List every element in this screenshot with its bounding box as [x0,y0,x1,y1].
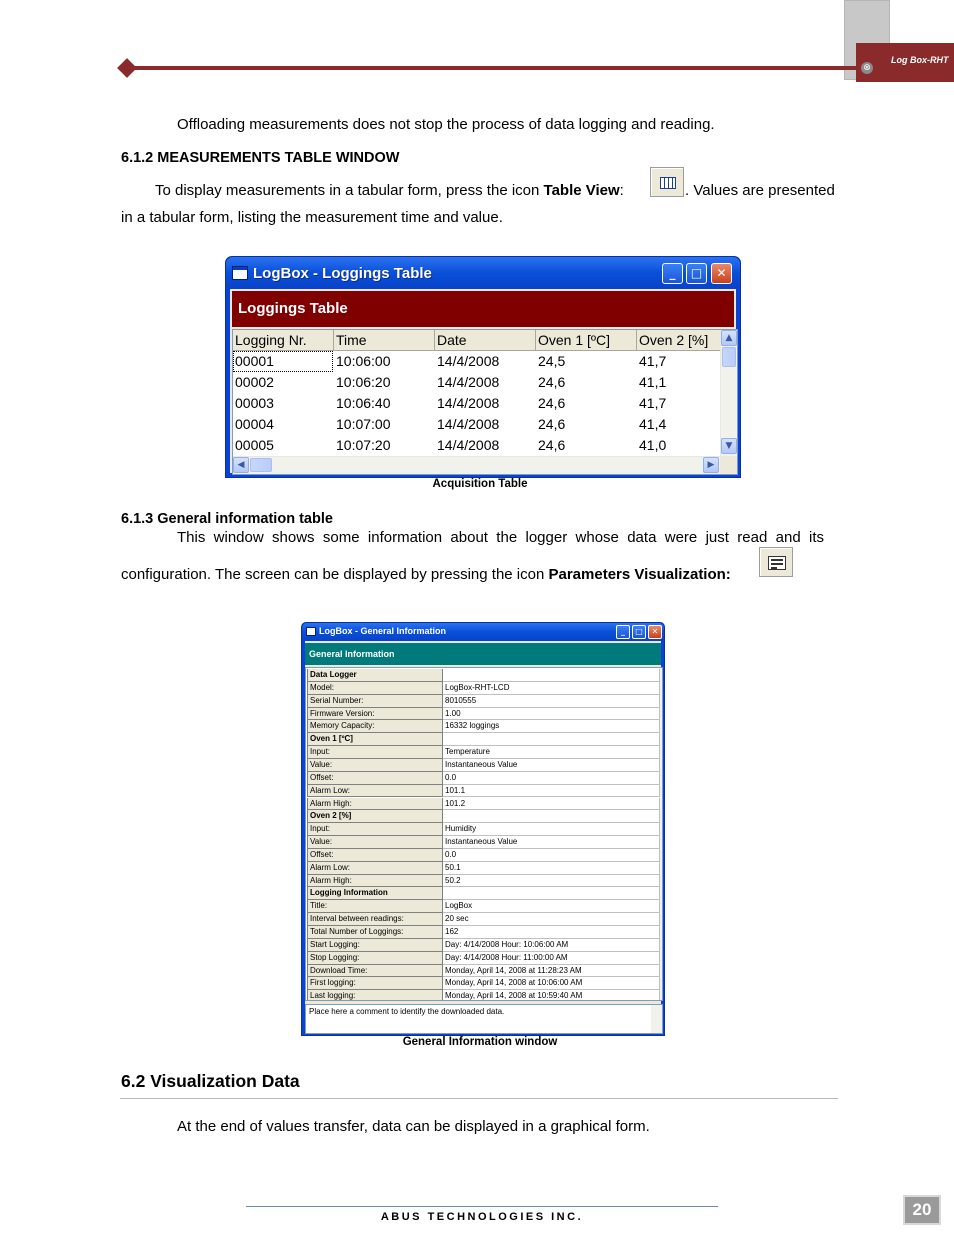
cell-logging-nr: 00005 [235,437,274,453]
info-row[interactable] [307,913,660,926]
info-key: Download Time: [307,965,443,978]
info-value: 0.0 [443,849,660,862]
minimize-button[interactable]: _ [616,625,630,639]
info-value [443,887,660,900]
info-key: Model: [307,682,443,695]
maximize-button[interactable]: □ [686,263,707,284]
info-key: Serial Number: [307,695,443,708]
info-row[interactable] [307,823,660,836]
info-key: Offset: [307,772,443,785]
comment-field[interactable] [305,1004,663,1034]
cell-oven2: 41,1 [639,374,667,390]
table-row[interactable] [233,351,721,372]
info-row[interactable] [307,875,660,888]
info-key: Oven 2 [%] [307,810,443,823]
info-key: Firmware Version: [307,708,443,721]
info-key: Start Logging: [307,939,443,952]
scroll-up-arrow-icon[interactable]: ▲ [721,330,737,346]
column-header[interactable]: Logging Nr. [233,330,334,351]
header-diamond [117,58,137,78]
section-612-line1-end: . Values are presented [685,182,835,199]
info-key: Stop Logging: [307,952,443,965]
info-value: Instantaneous Value [443,836,660,849]
info-value: Instantaneous Value [443,759,660,772]
cell-time: 10:07:00 [336,416,391,432]
window-titlebar[interactable] [226,257,740,289]
table-row[interactable] [233,435,721,456]
horizontal-scroll-thumb[interactable] [250,458,272,472]
header-rule [126,66,858,70]
section-612-heading: 6.1.2 MEASUREMENTS TABLE WINDOW [121,150,400,166]
info-value: LogBox [443,900,660,913]
info-value: 16332 loggings [443,720,660,733]
info-row[interactable] [307,939,660,952]
info-row[interactable] [307,926,660,939]
window-titlebar[interactable] [302,623,664,641]
info-key: Alarm Low: [307,862,443,875]
info-key: Offset: [307,849,443,862]
info-value: Monday, April 14, 2008 at 11:28:23 AM [443,965,660,978]
table-row[interactable] [233,414,721,435]
acquisition-table-caption: Acquisition Table [432,478,528,490]
cell-date: 14/4/2008 [437,395,500,411]
info-row[interactable] [307,682,660,695]
section-613-line1: This window shows some information about the logger whose data were just read and its [177,529,824,546]
section-62-paragraph: At the end of values transfer, data can be displayed in a graphical form. [177,1118,650,1135]
info-value: Day: 4/14/2008 Hour: 10:06:00 AM [443,939,660,952]
section-62-heading: 6.2 Visualization Data [121,1071,300,1091]
header-product-tag: Log Box-RHT [856,43,954,82]
info-row[interactable] [307,785,660,798]
cell-time: 10:06:00 [336,353,391,369]
maximize-button[interactable]: □ [632,625,646,639]
section-612-line2: in a tabular form, listing the measurement time and value. [121,209,503,226]
cell-date: 14/4/2008 [437,416,500,432]
info-value: Day: 4/14/2008 Hour: 11:00:00 AM [443,952,660,965]
info-value: 8010555 [443,695,660,708]
info-value: 20 sec [443,913,660,926]
info-key: Alarm High: [307,875,443,888]
cell-logging-nr: 00001 [233,351,333,372]
cell-oven1: 24,6 [538,374,566,390]
header-circle-icon: ⊗ [861,62,873,74]
cell-oven2: 41,7 [639,353,667,369]
info-key: Alarm Low: [307,785,443,798]
info-value: 1.00 [443,708,660,721]
info-key: Oven 1 [ºC] [307,733,443,746]
scroll-left-arrow-icon[interactable]: ◀ [233,457,249,473]
info-key: Last logging: [307,990,443,1001]
window-client [230,289,736,473]
cell-logging-nr: 00003 [235,395,274,411]
info-row[interactable] [307,977,660,990]
info-section-row[interactable] [307,810,660,823]
parameters-visualization-icon [759,547,793,577]
info-key: Interval between readings: [307,913,443,926]
page-number: 20 [903,1195,941,1225]
info-section-row[interactable] [307,887,660,900]
info-key: Data Logger [307,669,443,682]
table-row[interactable] [233,372,721,393]
cell-date: 14/4/2008 [437,353,500,369]
info-value [443,733,660,746]
info-value: 50.1 [443,862,660,875]
cell-oven1: 24,6 [538,416,566,432]
section-divider [120,1098,838,1099]
info-row[interactable] [307,759,660,772]
info-key: Memory Capacity: [307,720,443,733]
comment-scrollbar[interactable] [651,1005,662,1033]
comment-placeholder: Place here a comment to identify the downloaded data. [309,1007,505,1016]
vertical-scrollbar[interactable] [720,330,737,456]
info-key: Value: [307,836,443,849]
cell-oven1: 24,5 [538,353,566,369]
info-value: 101.2 [443,798,660,811]
info-key: Total Number of Loggings: [307,926,443,939]
cell-date: 14/4/2008 [437,437,500,453]
cell-time: 10:07:20 [336,437,391,453]
cell-logging-nr: 00002 [235,374,274,390]
loggings-table [232,329,738,475]
general-information-banner: General Information [305,643,661,665]
info-row[interactable] [307,836,660,849]
info-key: Input: [307,746,443,759]
info-row[interactable] [307,990,660,1001]
info-row[interactable] [307,772,660,785]
info-row[interactable] [307,695,660,708]
cell-date: 14/4/2008 [437,374,500,390]
general-information-window [301,622,665,1036]
vertical-scroll-thumb[interactable] [722,347,736,367]
loggings-table-window [225,256,741,478]
cell-oven2: 41,0 [639,437,667,453]
info-key: Logging Information [307,887,443,900]
cell-logging-nr: 00004 [235,416,274,432]
table-header-row [233,330,721,351]
window-app-icon [232,266,248,280]
window-app-icon [306,627,316,636]
info-row[interactable] [307,849,660,862]
cell-time: 10:06:40 [336,395,391,411]
minimize-button[interactable]: _ [662,263,683,284]
info-row[interactable] [307,952,660,965]
info-value: 0.0 [443,772,660,785]
general-information-caption: General Information window [402,1036,558,1048]
info-key: Title: [307,900,443,913]
info-section-row[interactable] [307,733,660,746]
info-value: LogBox-RHT-LCD [443,682,660,695]
column-header[interactable]: Date [435,330,536,351]
cell-oven1: 24,6 [538,437,566,453]
general-information-grid [305,667,663,1001]
window-title: LogBox - General Information [319,626,447,636]
info-value [443,810,660,823]
info-key: Input: [307,823,443,836]
horizontal-scrollbar[interactable] [233,456,721,474]
cell-oven1: 24,6 [538,395,566,411]
cell-oven2: 41,4 [639,416,667,432]
info-section-row[interactable] [307,669,660,682]
footer-company: ABUS TECHNOLOGIES INC. [380,1211,584,1223]
cell-oven2: 41,7 [639,395,667,411]
info-value: 162 [443,926,660,939]
loggings-banner: Loggings Table [232,291,734,327]
column-header[interactable]: Oven 1 [ºC] [536,330,637,351]
window-title: LogBox - Loggings Table [253,265,432,282]
info-key: Value: [307,759,443,772]
window-client [305,641,661,1032]
footer-rule [246,1206,718,1207]
scroll-down-arrow-icon[interactable]: ▼ [721,438,737,454]
intro-paragraph: Offloading measurements does not stop the process of data logging and reading. [177,116,715,133]
info-row[interactable] [307,965,660,978]
info-key: Alarm High: [307,798,443,811]
column-header[interactable]: Oven 2 [%] [637,330,721,351]
info-row[interactable] [307,862,660,875]
info-value: Temperature [443,746,660,759]
info-value: Monday, April 14, 2008 at 10:06:00 AM [443,977,660,990]
info-value: 50.2 [443,875,660,888]
close-button[interactable]: ✕ [711,263,732,284]
info-row[interactable] [307,798,660,811]
column-header[interactable]: Time [334,330,435,351]
info-value: Monday, April 14, 2008 at 10:59:40 AM [443,990,660,1001]
section-613-heading: 6.1.3 General information table [121,511,333,527]
table-view-icon [650,167,684,197]
close-button[interactable]: ✕ [648,625,662,639]
section-613-line2: configuration. The screen can be displayed by pressing the icon Parameters Visualization: [121,566,731,583]
scroll-right-arrow-icon[interactable]: ▶ [703,457,719,473]
info-row[interactable] [307,900,660,913]
info-row[interactable] [307,720,660,733]
info-value: 101.1 [443,785,660,798]
info-value [443,669,660,682]
info-value: Humidity [443,823,660,836]
cell-time: 10:06:20 [336,374,391,390]
section-612-line1: To display measurements in a tabular form, press the icon Table View: [155,182,624,199]
info-key: First logging: [307,977,443,990]
table-row[interactable] [233,393,721,414]
info-row[interactable] [307,708,660,721]
resize-grip-icon[interactable] [720,456,737,474]
info-row[interactable] [307,746,660,759]
